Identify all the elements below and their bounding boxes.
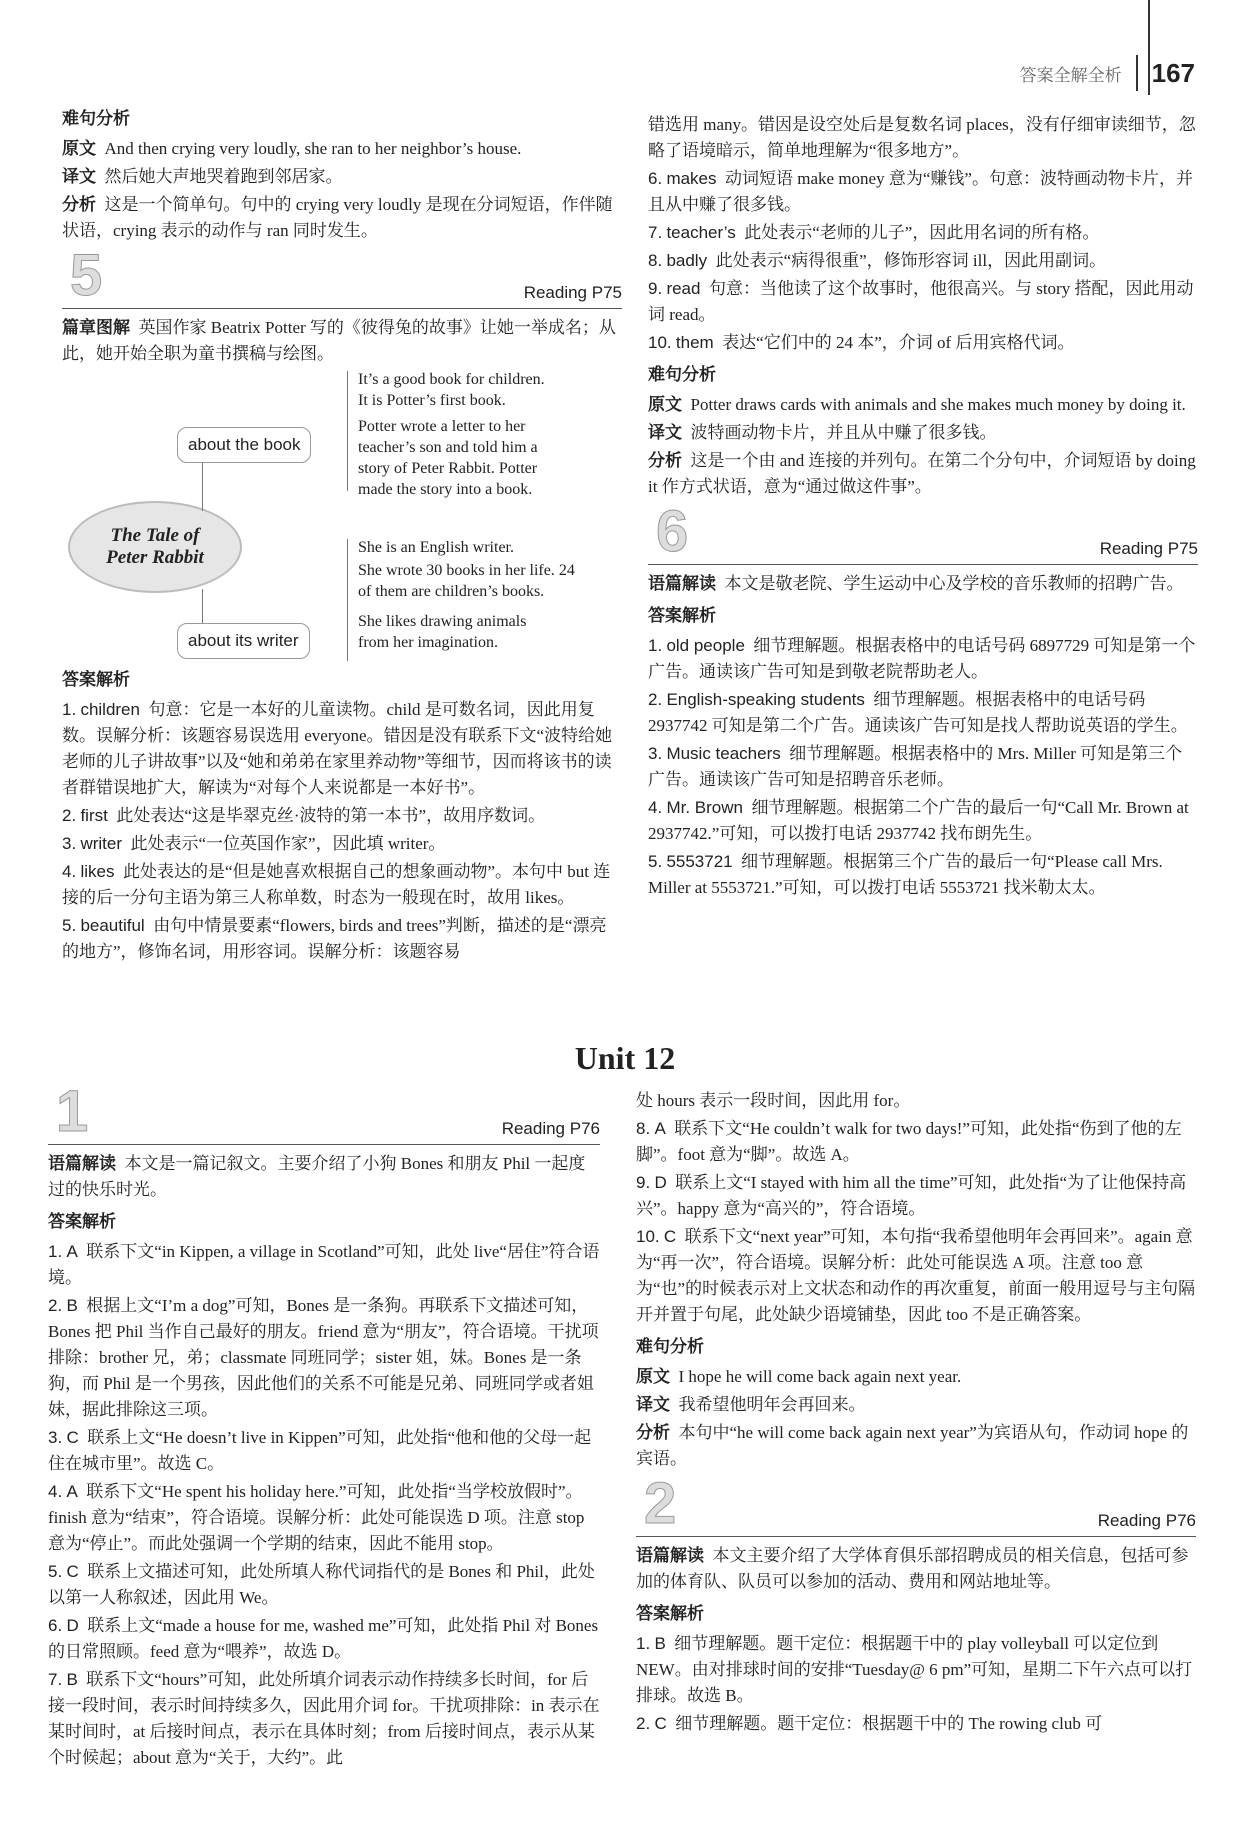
- answer-item: 3. writer 此处表示“一位英国作家”，因此填 writer。: [62, 834, 446, 853]
- overview-label: 语篇解读: [636, 1546, 704, 1566]
- hard-sentence-title: 难句分析: [636, 1337, 704, 1357]
- answer-item: 1. old people 细节理解题。根据表格中的电话号码 6897729 可知是第一个广告。通读该广告可知是到敬老院帮助老人。: [648, 636, 1196, 681]
- translation-text: 波特画动物卡片，并且从中赚了很多钱。: [690, 423, 997, 442]
- analysis-text: 这是一个简单句。句中的 crying very loudly 是现在分词短语，作伴随状语，crying 表示的动作与 ran 同时发生。: [62, 195, 613, 240]
- continued-text: 处 hours 表示一段时间，因此用 for。: [636, 1091, 911, 1110]
- reading-page-ref: Reading P76: [501, 1119, 600, 1138]
- answer-item: 7. B 联系下文“hours”可知，此处所填介词表示动作持续多长时间，for 后接一段时间，表示时间持续多久，因此用介词 for。干扰项排除：in 表示在某时间时，at 后接时间点，表示在具体时刻；from 后接时间点，表示从某个时候起；about 意为“关于，大约”。此: [48, 1670, 600, 1767]
- original-text: And then crying very loudly, she ran to her neighbor’s house.: [104, 139, 522, 158]
- overview-text: 英国作家 Beatrix Potter 写的《彼得兔的故事》让她一举成名；从此，她开始全职为童书撰稿与绘图。: [62, 318, 616, 363]
- writer-item-1: She is an English writer.: [358, 539, 514, 556]
- hard-sentence-title: 难句分析: [62, 109, 130, 129]
- hard-sentence-title: 难句分析: [648, 365, 716, 385]
- answer-item: 4. Mr. Brown 细节理解题。根据第二个广告的最后一句“Call Mr. Brown at 2937742.”可知，可以拨打电话 2937742 找布朗先生。: [648, 798, 1189, 843]
- overview-text: 本文是一篇记叙文。主要介绍了小狗 Bones 和朋友 Phil 一起度过的快乐时光。: [48, 1154, 586, 1199]
- left-bottom-column: [48, 1080, 600, 1773]
- about-its-writer-node: about its writer: [177, 623, 310, 659]
- analysis-text: 本句中“he will come back again next year”为宾语从句，作动词 hope 的宾语。: [636, 1423, 1189, 1468]
- section-header-6: [648, 499, 1198, 565]
- translation-label: 译文: [636, 1395, 670, 1415]
- answer-item: 9. read 句意：当他读了这个故事时，他很高兴。与 story 搭配，因此用动词 read。: [648, 279, 1194, 324]
- answer-title: 答案解析: [648, 606, 716, 626]
- answer-item: 6. D 联系上文“made a house for me, washed me”可知，此处指 Phil 对 Bones 的日常照顾。feed 意为“喂养”，故选 D。: [48, 1616, 599, 1661]
- overview-label: 语篇解读: [48, 1154, 116, 1174]
- overview-label: 篇章图解: [62, 318, 130, 338]
- reading-page-ref: Reading P75: [523, 283, 622, 302]
- answer-title: 答案解析: [636, 1604, 704, 1624]
- translation-text: 我希望他明年会再回来。: [678, 1395, 866, 1414]
- about-the-book-node: about the book: [177, 427, 311, 463]
- analysis-label: 分析: [62, 195, 96, 215]
- left-top-column: [62, 100, 622, 967]
- analysis-text: 这是一个由 and 连接的并列句。在第二个分句中，介词短语 by doing it 作方式状语，意为“通过做这件事”。: [648, 451, 1196, 496]
- answer-item: 8. badly 此处表示“病得很重”，修饰形容词 ill，因此用副词。: [648, 251, 1107, 270]
- answer-item: 1. A 联系下文“in Kippen, a village in Scotland”可知，此处 live“居住”符合语境。: [48, 1242, 600, 1287]
- original-label: 原文: [648, 395, 682, 415]
- header-label: 答案全解全析: [1019, 65, 1122, 85]
- page-header: [1020, 55, 1195, 91]
- answer-item: 9. D 联系上文“I stayed with him all the time”可知，此处指“为了让他保持高兴”。happy 意为“高兴的”，符合语境。: [636, 1173, 1187, 1218]
- analysis-label: 分析: [636, 1423, 670, 1443]
- answer-item: 3. Music teachers 细节理解题。根据表格中的 Mrs. Miller 可知是第三个广告。通读该广告可知是招聘音乐老师。: [648, 744, 1183, 789]
- answer-title: 答案解析: [48, 1212, 116, 1232]
- header-separator: [1136, 55, 1138, 91]
- mind-map-title-line2: Peter Rabbit: [106, 547, 204, 568]
- original-text: I hope he will come back again next year.: [678, 1367, 962, 1386]
- section-number: 5: [70, 243, 103, 308]
- answer-item: 5. 5553721 细节理解题。根据第三个广告的最后一句“Please call Mrs. Miller at 5553721.”可知，可以拨打电话 5553721 找米勒太太。: [648, 852, 1163, 897]
- writer-item-2: She wrote 30 books in her life. 24 of them are children’s books.: [358, 562, 575, 600]
- right-top-column: [648, 112, 1198, 903]
- mind-map-center: [68, 501, 242, 593]
- book-item-1: It’s a good book for children.: [358, 371, 545, 388]
- answer-item: 4. likes 此处表达的是“但是她喜欢根据自己的想象画动物”。本句中 but 连接的后一分句主语为第三人称单数，时态为一般现在时，故用 likes。: [62, 862, 611, 907]
- answer-item: 2. B 根据上文“I’m a dog”可知，Bones 是一条狗。再联系下文描述可知，Bones 把 Phil 当作自己最好的朋友。friend 意为“朋友”，符合语境。干扰项排除：brother 兄，弟；classmate 同班同学；sister 姐，妹。Bones 是一条狗，而 Phil 是一个男孩，因此他们的关系不可能是兄弟、同班同学或者姐妹，据此排除这三项。: [48, 1296, 599, 1419]
- section-header-1: [48, 1079, 600, 1145]
- overview-text: 本文是敬老院、学生运动中心及学校的音乐教师的招聘广告。: [724, 574, 1184, 593]
- reading-page-ref: Reading P76: [1097, 1511, 1196, 1530]
- translation-label: 译文: [62, 167, 96, 187]
- overview-text: 本文主要介绍了大学体育俱乐部招聘成员的相关信息，包括可参加的体育队、队员可以参加的活动、费用和网站地址等。: [636, 1546, 1189, 1591]
- page-number: 167: [1151, 57, 1195, 88]
- translation-label: 译文: [648, 423, 682, 443]
- answer-item: 10. C 联系下文“next year”可知，本句指“我希望他明年会再回来”。again 意为“再一次”，符合语境。误解分析：此处可能误选 A 项。注意 too 意为“也”的时候表示对上文状态和动作的再次重复，前面一般用逗号与主句隔开并置于句尾，此处缺少语境铺垫，因此 too 不是正确答案。: [636, 1227, 1196, 1324]
- answer-item: 6. makes 动词短语 make money 意为“赚钱”。句意：波特画动物卡片，并且从中赚了很多钱。: [648, 169, 1193, 214]
- answer-item: 7. teacher’s 此处表示“老师的儿子”，因此用名词的所有格。: [648, 223, 1100, 242]
- section-number: 6: [656, 499, 689, 564]
- continued-text: 错选用 many。错因是设空处后是复数名词 places，没有仔细审读细节，忽略了语境暗示，简单地理解为“很多地方”。: [648, 115, 1196, 160]
- original-label: 原文: [636, 1367, 670, 1387]
- answer-item: 1. children 句意：它是一本好的儿童读物。child 是可数名词，因此用复数。误解分析：该题容易误选用 everyone。错因是没有联系下文“波特给她老师的儿子讲故事”以及“她和弟弟在家里养动物”等细节，因而将该书的读者群错误地扩大，解读为“对每个人来说都是一本好书”。: [62, 700, 613, 797]
- book-item-3: Potter wrote a letter to her teacher’s son and told him a story of Peter Rabbit. Potter made the story into a book.: [358, 418, 538, 498]
- answer-item: 5. beautiful 由句中情景要素“flowers, birds and trees”判断，描述的是“漂亮的地方”，修饰名词，用形容词。误解分析：该题容易: [62, 916, 607, 961]
- section-header-5: [62, 243, 622, 309]
- section-header-2: [636, 1471, 1196, 1537]
- analysis-label: 分析: [648, 451, 682, 471]
- connector: [347, 371, 348, 491]
- answer-item: 5. C 联系上文描述可知，此处所填人称代词指代的是 Bones 和 Phil，此处以第一人称叙述，因此用 We。: [48, 1562, 595, 1607]
- section-number: 1: [56, 1079, 89, 1144]
- unit-title: Unit 12: [574, 1040, 676, 1076]
- section-number: 2: [644, 1471, 677, 1536]
- translation-text: 然后她大声地哭着跑到邻居家。: [104, 167, 343, 186]
- answer-item: 3. C 联系上文“He doesn’t live in Kippen”可知，此处指“他和他的父母一起住在城市里”。故选 C。: [48, 1428, 592, 1473]
- connector: [347, 539, 348, 661]
- mind-map-title-line1: The Tale of: [110, 525, 200, 546]
- writer-item-3: She likes drawing animals from her imagination.: [358, 613, 527, 651]
- reading-page-ref: Reading P75: [1099, 539, 1198, 558]
- answer-item: 8. A 联系下文“He couldn’t walk for two days!”可知，此处指“伤到了他的左脚”。foot 意为“脚”。故选 A。: [636, 1119, 1182, 1164]
- mind-map: [62, 371, 622, 661]
- original-label: 原文: [62, 139, 96, 159]
- book-item-2: It is Potter’s first book.: [358, 392, 506, 409]
- answer-item: 4. A 联系下文“He spent his holiday here.”可知，此处指“当学校放假时”。finish 意为“结束”，符合语境。误解分析：此处可能误选 D 项。注意 stop 意为“停止”。而此处强调一个学期的结束，因此不能用 stop。: [48, 1482, 585, 1553]
- overview-label: 语篇解读: [648, 574, 716, 594]
- right-bottom-column: [636, 1088, 1196, 1739]
- original-text: Potter draws cards with animals and she makes much money by doing it.: [690, 395, 1186, 414]
- answer-title: 答案解析: [62, 670, 130, 690]
- answer-item: 2. C 细节理解题。题干定位：根据题干中的 The rowing club 可: [636, 1714, 1103, 1733]
- answer-item: 10. them 表达“它们中的 24 本”，介词 of 后用宾格代词。: [648, 333, 1075, 352]
- answer-item: 2. English-speaking students 细节理解题。根据表格中的电话号码 2937742 可知是第二个广告。通读该广告可知是找人帮助说英语的学生。: [648, 690, 1188, 735]
- answer-item: 2. first 此处表达“这是毕翠克丝·波特的第一本书”，故用序数词。: [62, 806, 546, 825]
- answer-item: 1. B 细节理解题。题干定位：根据题干中的 play volleyball 可以定位到 NEW。由对排球时间的安排“Tuesday@ 6 pm”可知，星期二下午六点可以打排球。故选 B。: [636, 1634, 1193, 1705]
